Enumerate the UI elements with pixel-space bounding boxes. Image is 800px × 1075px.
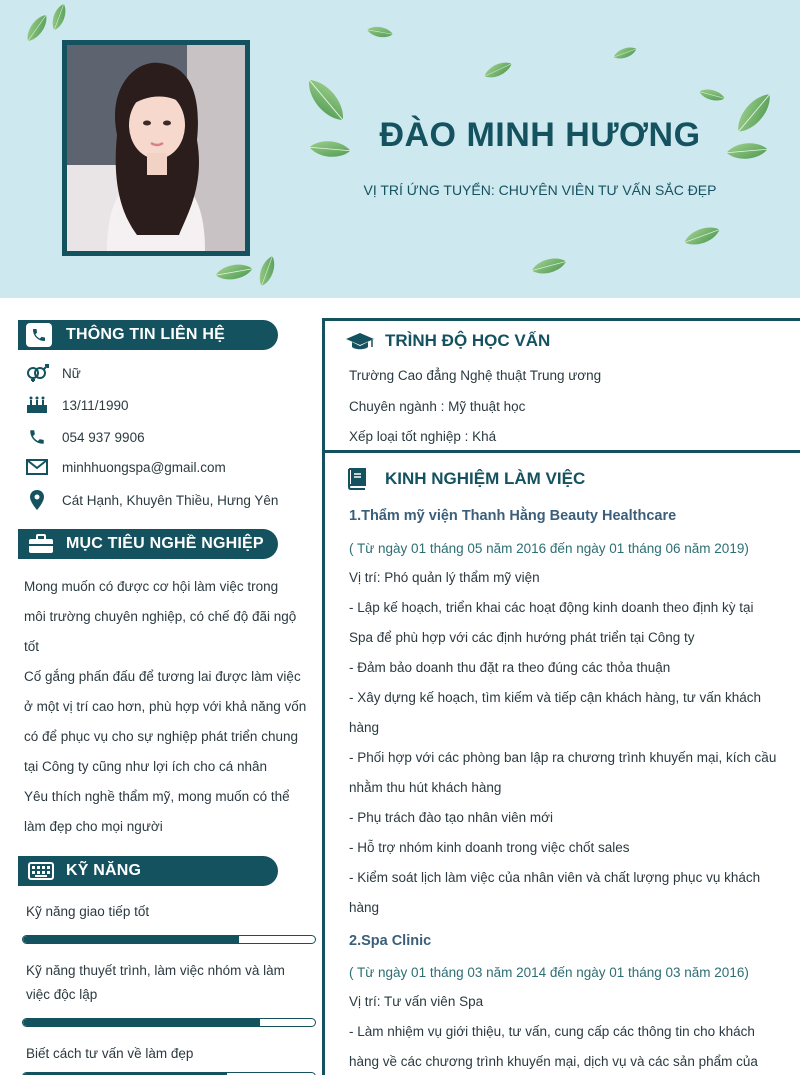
left-column [0, 298, 322, 1075]
job-detail-line: - Xây dựng kế hoạch, tìm kiếm và tiếp cận khách hàng, tư vấn khách [349, 690, 762, 705]
contact-address [24, 490, 278, 510]
objective-line: ở một vị trí cao hơn, phù hợp với khả năng vốn [24, 699, 307, 714]
job-detail-line: hàng [349, 720, 380, 735]
objective-title: MỤC TIÊU NGHỀ NGHIỆP [66, 535, 264, 552]
skill-label-line: Kỹ năng thuyết trình, làm việc nhóm và làm [26, 963, 285, 978]
section-header-contact [18, 320, 278, 350]
right-column [322, 318, 800, 1075]
skill-level-bar [22, 935, 316, 944]
job-detail-line: - Phối hợp với các phòng ban lập ra chương trình khuyến mại, kích cầu [349, 750, 777, 765]
job-period: ( Từ ngày 01 tháng 03 năm 2014 đến ngày 01 tháng 03 năm 2016) [349, 965, 749, 980]
skill-level-bar [22, 1018, 316, 1027]
contact-email [24, 459, 226, 475]
education-title: TRÌNH ĐỘ HỌC VẤN [385, 331, 551, 350]
skill-label [26, 900, 316, 924]
experience-title: KINH NGHIỆM LÀM VIỆC [385, 469, 586, 488]
job-detail-line: Vị trí: Phó quản lý thẩm mỹ viện [349, 570, 540, 585]
objective-text [24, 572, 316, 842]
email-value[interactable]: minhhuongspa@gmail.com [62, 459, 226, 475]
job-detail-line: - Kiểm soát lịch làm việc của nhân viên và chất lượng phục vụ khách [349, 870, 761, 885]
objective-line: Mong muốn có được cơ hội làm việc trong [24, 579, 279, 594]
gender-icon [24, 364, 50, 382]
job-detail-line: hàng về các chương trình khuyến mại, dịch vụ và các sản phẩm của [349, 1054, 758, 1069]
job-detail-line: nhằm thu hút khách hàng [349, 780, 502, 795]
leaf-decoration [680, 220, 724, 252]
profile-photo [62, 40, 250, 256]
education-major: Chuyên ngành : Mỹ thuật học [349, 399, 526, 414]
candidate-name: ĐÀO MINH HƯƠNG [379, 116, 701, 154]
location-pin-icon [24, 490, 50, 510]
phone-icon [26, 323, 52, 347]
objective-line: Cố gắng phấn đấu để tương lai được làm việc [24, 669, 301, 684]
job-detail-line: Vị trí: Tư vấn viên Spa [349, 994, 484, 1009]
leaf-decoration [211, 258, 258, 285]
experience-section [325, 450, 800, 1075]
job-detail-line: - Lập kế hoạch, triển khai các hoạt động kinh doanh theo định kỳ tại [349, 600, 754, 615]
address-value: Cát Hạnh, Khuyên Thiều, Hưng Yên [62, 492, 279, 508]
contact-gender [24, 364, 81, 382]
education-school: Trường Cao đẳng Nghệ thuật Trung ương [349, 368, 602, 383]
contact-title: THÔNG TIN LIÊN HỆ [66, 326, 225, 343]
skill-label-line: việc độc lập [26, 987, 98, 1002]
job-details [349, 987, 795, 1075]
objective-line: làm đẹp cho mọi người [24, 819, 163, 834]
education-grade: Xếp loại tốt nghiệp : Khá [349, 429, 497, 444]
objective-line: môi trường chuyên nghiệp, có chế độ đãi ngộ [24, 609, 297, 624]
leaf-decoration [528, 251, 570, 280]
birthday-value: 13/11/1990 [62, 397, 129, 413]
job-detail-line: - Phụ trách đào tạo nhân viên mới [349, 810, 553, 825]
experience-heading [345, 468, 585, 490]
email-icon [24, 459, 50, 475]
skills-title: KỸ NĂNG [66, 862, 142, 879]
skill-label-line: Biết cách tư vấn về làm đẹp [26, 1046, 194, 1061]
objective-line: có để phục vụ cho sự nghiệp phát triển chung [24, 729, 298, 744]
applied-position: VỊ TRÍ ỨNG TUYỂN: CHUYÊN VIÊN TƯ VẤN SẮC ĐẸP [363, 182, 717, 198]
skill-label [26, 959, 316, 1007]
contact-phone [24, 428, 145, 446]
phone-icon [24, 428, 50, 446]
job-title: 1.Thẩm mỹ viện Thanh Hằng Beauty Healthcare [349, 508, 677, 524]
job-detail-line: hàng [349, 900, 380, 915]
leaf-decoration [365, 23, 395, 42]
leaf-decoration [610, 42, 639, 64]
keyboard-icon [26, 859, 56, 883]
gender-value: Nữ [62, 365, 81, 381]
skill-label [26, 1042, 316, 1066]
graduation-cap-icon [345, 331, 377, 351]
job-detail-line: Spa để phù hợp với các định hướng phát triển tại Công ty [349, 630, 695, 645]
skill-level-fill [23, 936, 239, 943]
briefcase-icon [26, 532, 56, 556]
skill-label-line: Kỹ năng giao tiếp tốt [26, 904, 150, 919]
objective-line: tại Công ty cũng như lợi ích cho cá nhân [24, 759, 268, 774]
leaf-decoration [45, 0, 72, 34]
book-icon [345, 468, 377, 490]
header-banner [0, 0, 800, 298]
job-detail-line: - Hỗ trợ nhóm kinh doanh trong việc chốt sales [349, 840, 630, 855]
job-detail-line: - Làm nhiệm vụ giới thiệu, tư vấn, cung cấp các thông tin cho khách [349, 1024, 755, 1039]
job-period: ( Từ ngày 01 tháng 05 năm 2016 đến ngày 01 tháng 06 năm 2019) [349, 541, 749, 556]
phone-value[interactable]: 054 937 9906 [62, 429, 145, 445]
leaf-decoration [253, 252, 282, 290]
education-section [325, 318, 800, 448]
leaf-decoration [480, 56, 516, 84]
objective-line: tốt [24, 639, 40, 654]
section-header-skills [18, 856, 278, 886]
job-detail-line: - Đảm bảo doanh thu đặt ra theo đúng các thỏa thuận [349, 660, 671, 675]
section-header-objective [18, 529, 278, 559]
leaf-decoration [697, 85, 728, 106]
job-details [349, 563, 795, 923]
skill-level-fill [23, 1019, 260, 1026]
objective-line: Yêu thích nghề thẩm mỹ, mong muốn có thể [24, 789, 290, 804]
education-heading [345, 331, 550, 351]
job-title: 2.Spa Clinic [349, 933, 432, 949]
birthday-cake-icon [24, 396, 50, 414]
contact-birthday [24, 396, 129, 414]
